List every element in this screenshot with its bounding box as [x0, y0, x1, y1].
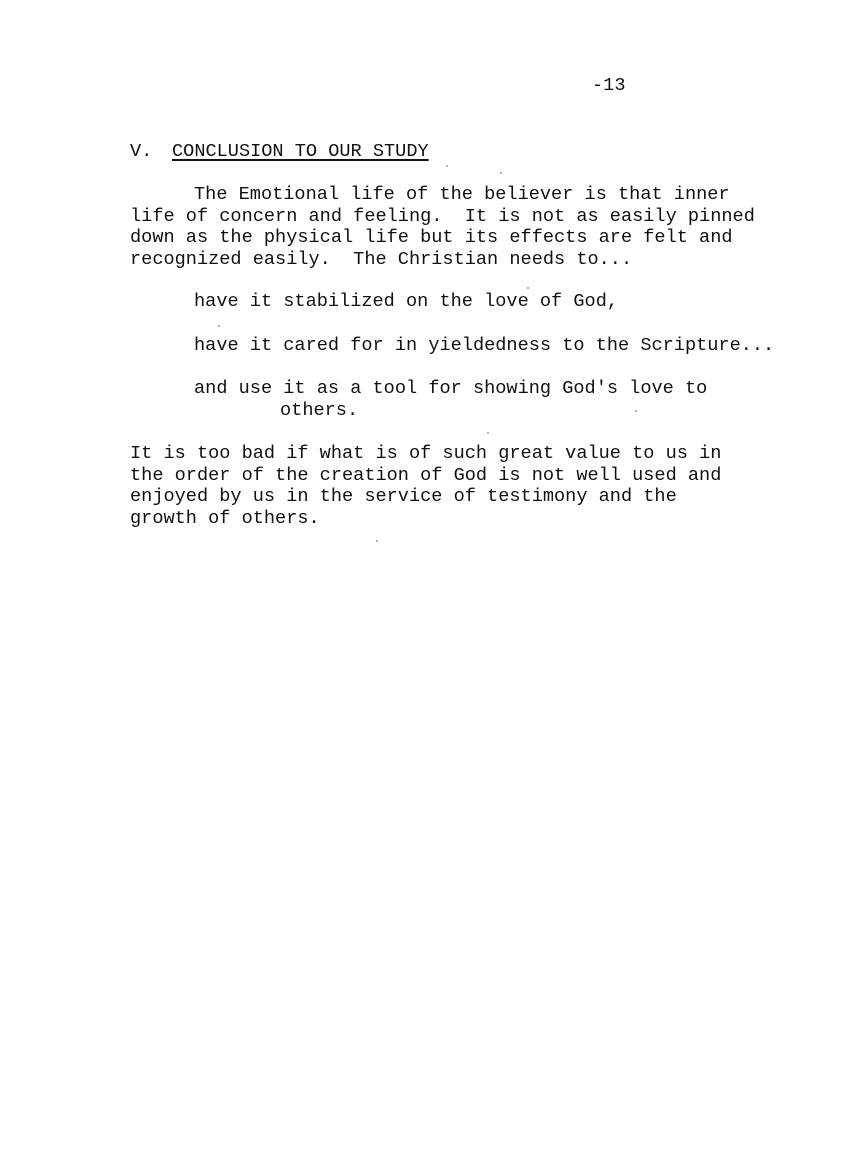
scan-speck	[218, 325, 220, 327]
page-number: -13	[592, 75, 626, 96]
need-item-cared-for: have it cared for in yieldedness to the Scripture...	[194, 335, 775, 356]
paragraph-line: the order of the creation of God is not well used and	[130, 464, 722, 486]
scan-speck	[446, 165, 448, 167]
section-number: V.	[130, 141, 153, 162]
paragraph-line: life of concern and feeling. It is not as easily pinned	[130, 205, 755, 227]
scan-speck	[635, 410, 637, 412]
need-item-stabilized: have it stabilized on the love of God,	[194, 291, 619, 312]
intro-paragraph	[130, 184, 755, 271]
section-title: CONCLUSION TO OUR STUDY	[172, 141, 429, 162]
scan-speck	[500, 172, 502, 174]
need-item-continuation: others.	[280, 400, 359, 421]
scan-speck	[487, 432, 489, 434]
paragraph-line: The Emotional life of the believer is that inner	[194, 184, 730, 205]
paragraph-line: down as the physical life but its effects are felt and	[130, 227, 733, 249]
scan-speck	[376, 540, 378, 542]
paragraph-line: enjoyed by us in the service of testimony and the	[130, 486, 677, 508]
paragraph-line: recognized easily. The Christian needs to...	[130, 249, 633, 271]
closing-paragraph	[130, 443, 750, 530]
need-item-use-as-tool: and use it as a tool for showing God's love to	[194, 378, 708, 399]
paragraph-line: growth of others.	[130, 508, 320, 530]
paragraph-line: It is too bad if what is of such great value to us in	[130, 443, 722, 464]
scan-speck	[527, 287, 529, 289]
